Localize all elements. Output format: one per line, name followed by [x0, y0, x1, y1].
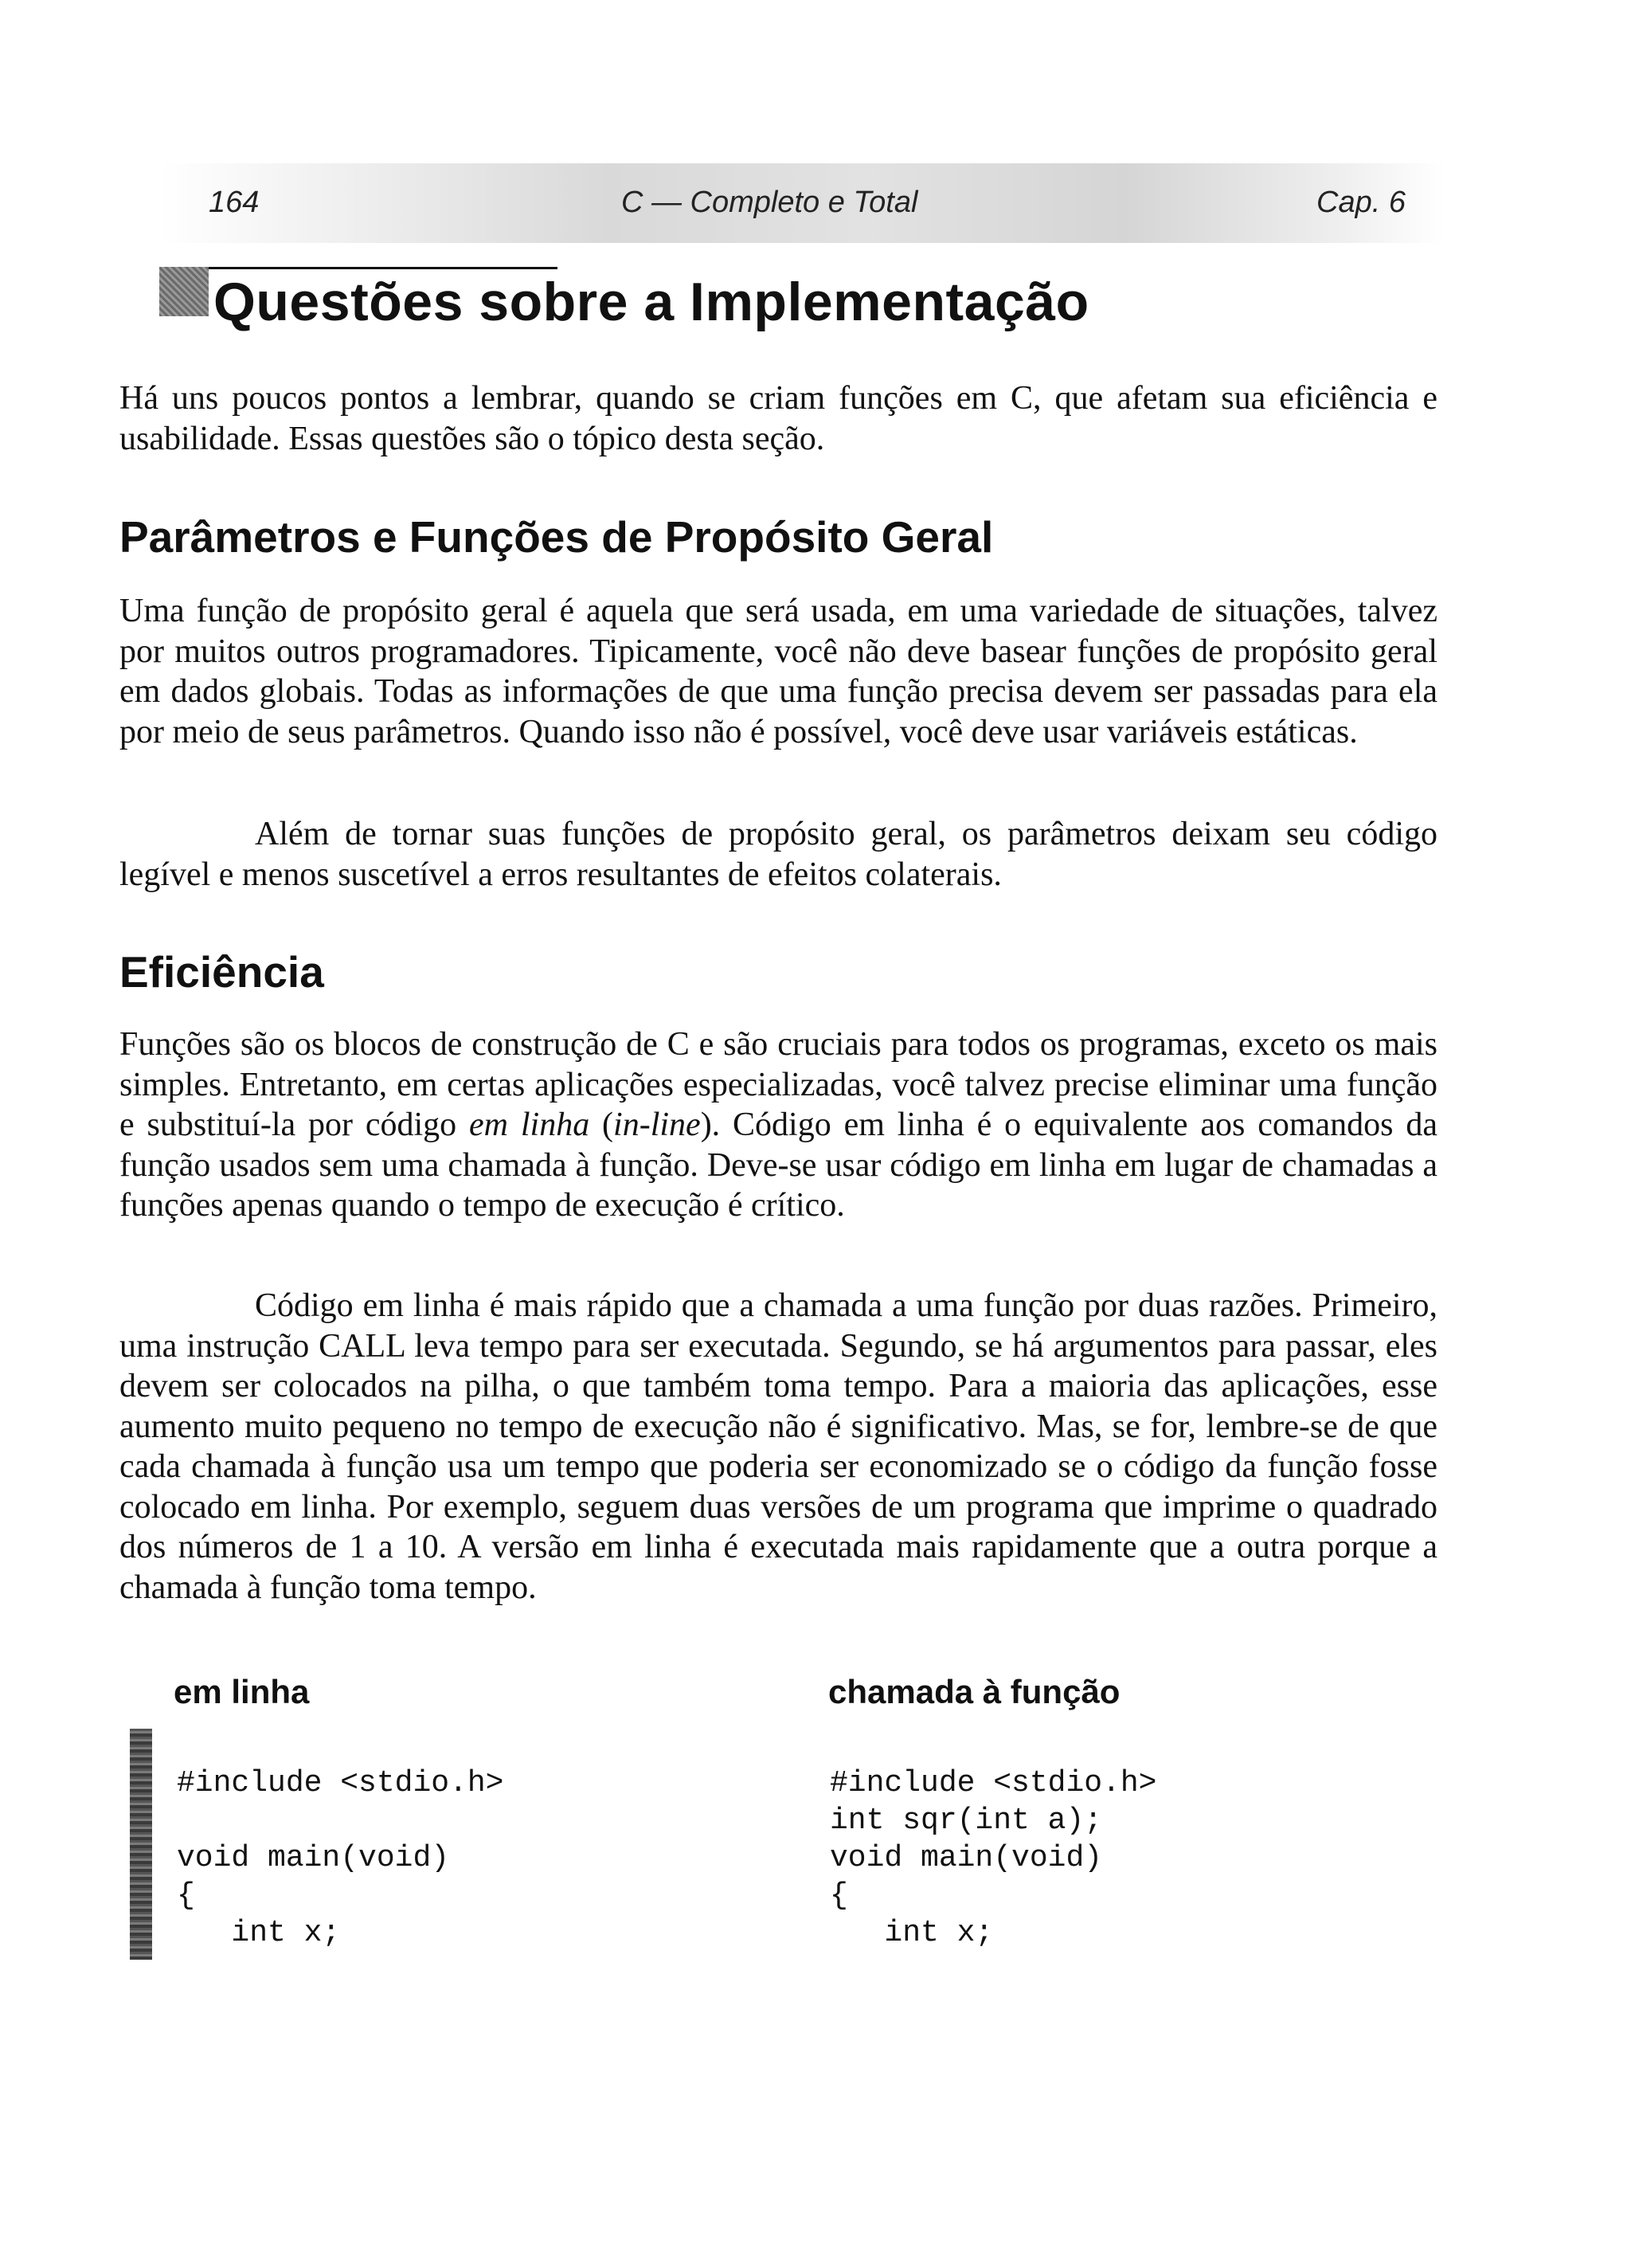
code-margin-bar — [130, 1729, 152, 1960]
call-code-block: #include <stdio.h> int sqr(int a); void main(void) { int x; — [830, 1766, 1157, 1950]
params-heading: Parâmetros e Funções de Propósito Geral — [119, 512, 994, 562]
efficiency-heading: Eficiência — [119, 947, 324, 997]
params-paragraph-1: Uma função de propósito geral é aquela que será usada, em uma variedade de situações, talvez por muitos outros programadores. Tipicamente, você não deve basear funções de propósito geral em dados globais. Todas as informações de que uma função precisa devem ser passadas para ela por meio de seus parâmetros. Quando isso não é possível, você deve usar variáveis estáticas. — [119, 593, 1437, 750]
running-header — [159, 163, 1445, 243]
chapter-label: Cap. 6 — [1316, 186, 1406, 219]
section-title: Questões sobre a Implementação — [213, 272, 1089, 332]
inline-code-block: #include <stdio.h> void main(void) { int x; — [177, 1766, 504, 1950]
intro-paragraph: Há uns poucos pontos a lembrar, quando se criam funções em C, que afetam sua eficiência e usabilidade. Essas questões são o tópico desta seção. — [119, 380, 1437, 457]
efficiency-p1-text-a: Funções são os blocos de construção de C e são cruciais para todos os programas, exceto os mais simples. Entretanto, em certas aplicações especializadas, você talvez precise eliminar uma função e substituí-la por código — [119, 1026, 1437, 1143]
call-code-label: chamada à função — [828, 1673, 1121, 1710]
page-number: 164 — [209, 186, 260, 219]
efficiency-p1-text-b: ( — [589, 1107, 614, 1143]
efficiency-p1-text-c: ). Código em linha é o equivalente aos comandos da função usados sem uma chamada à função. Deve-se usar código em linha em lugar de chamadas a funções apenas quando o tempo de execução é crítico. — [119, 1107, 1437, 1224]
title-square-ornament — [159, 267, 209, 316]
efficiency-p1-em-inline-en: in-line — [613, 1107, 701, 1143]
book-title: C — Completo e Total — [621, 186, 918, 219]
efficiency-paragraph-1 — [119, 1024, 1437, 1226]
efficiency-paragraph-2: Código em linha é mais rápido que a chamada a uma função por duas razões. Primeiro, uma instrução CALL leva tempo para ser executada. Segundo, se há argumentos para passar, eles devem ser colocados na pilha, o que também toma tempo. Para a maioria das aplicações, esse aumento muito pequeno no tempo de execução não é significativo. Mas, se for, lembre-se de que cada chamada à função usa um tempo que poderia ser economizado se o código da função fosse colocado em linha. Por exemplo, seguem duas versões de um programa que imprime o quadrado dos números de 1 a 10. A versão em linha é executada mais rapidamente que a outra porque a chamada à função toma tempo. — [119, 1287, 1437, 1606]
efficiency-p1-em-inline: em linha — [469, 1107, 590, 1143]
params-paragraph-2: Além de tornar suas funções de propósito geral, os parâmetros deixam seu código legível e menos suscetível a erros resultantes de efeitos colaterais. — [119, 816, 1437, 893]
title-rule — [159, 267, 557, 269]
inline-code-label: em linha — [174, 1673, 310, 1710]
